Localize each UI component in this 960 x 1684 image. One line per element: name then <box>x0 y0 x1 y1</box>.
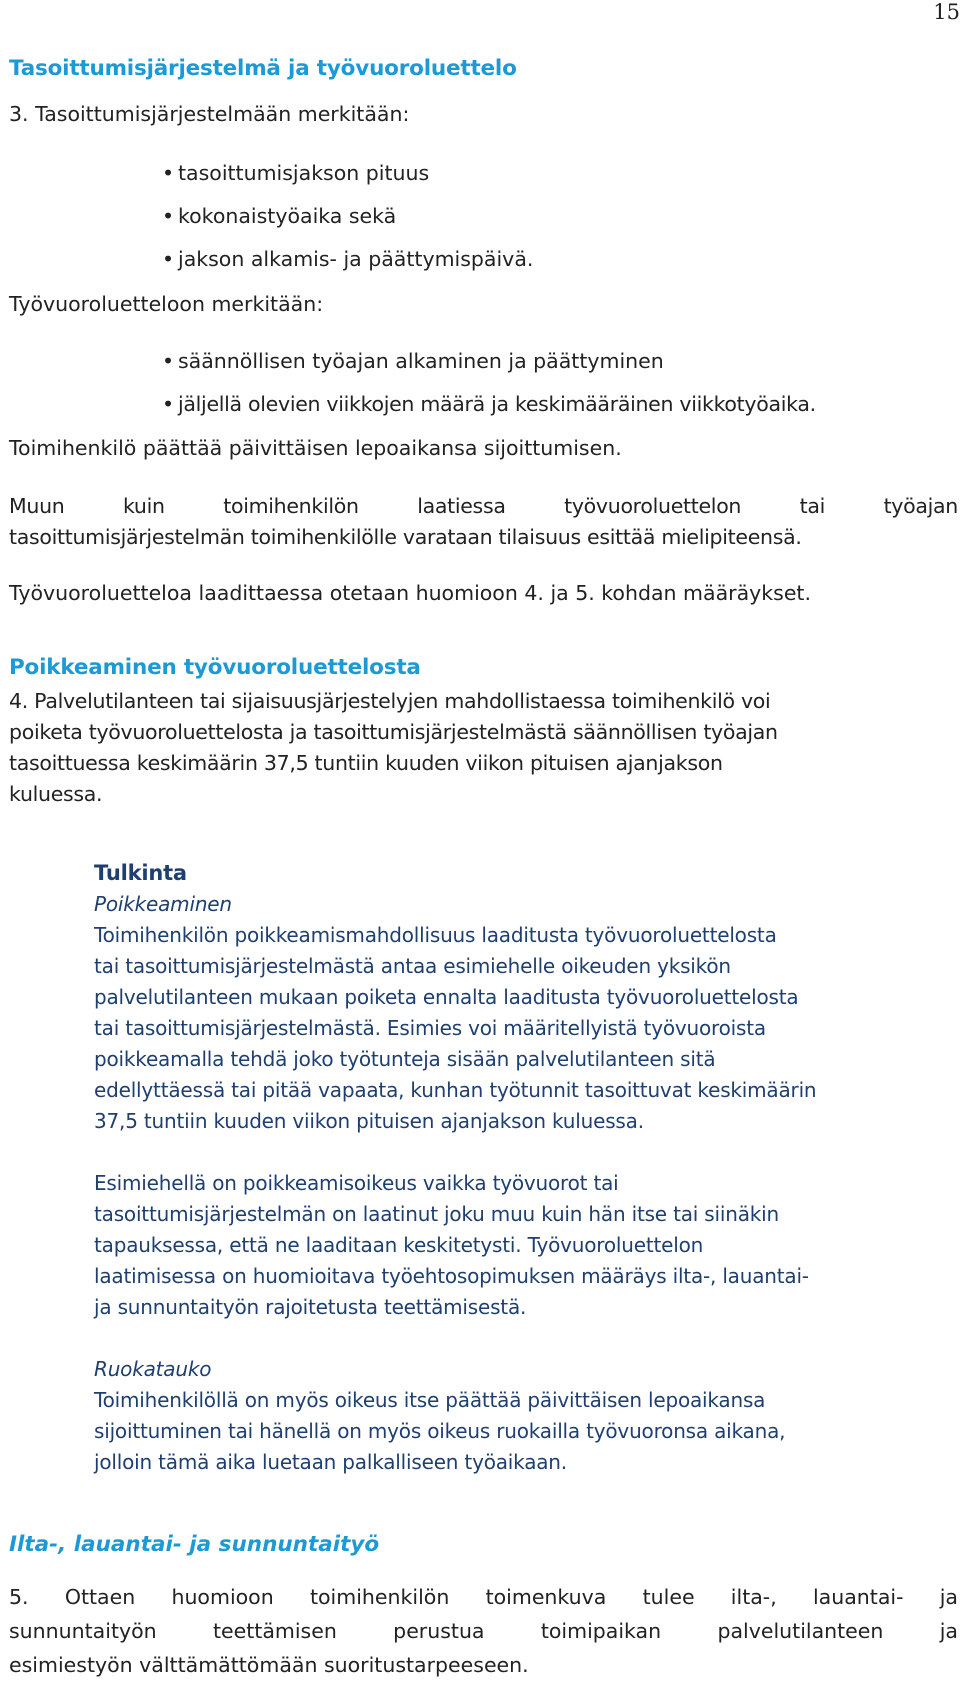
text-line: Muun kuin toimihenkilön laatiessa työvuoroluettelon tai työajan <box>9 494 958 518</box>
spacer <box>94 1137 960 1168</box>
bullet-text: tasoittumisjakson pituus <box>178 161 430 185</box>
paragraph-poikkeaminen <box>9 686 778 810</box>
text-line: edellyttäessä tai pitää vapaata, kunhan työtunnit tasoittuvat keskimäärin <box>94 1078 817 1102</box>
text-line: sijoittuminen tai hänellä on myös oikeus ruokailla työvuoronsa aikana, <box>94 1419 786 1443</box>
section-heading-poikkeaminen: Poikkeaminen työvuoroluettelosta <box>9 655 421 680</box>
text-line: tai tasoittumisjärjestelmästä antaa esimiehelle oikeuden yksikön <box>94 954 731 978</box>
paragraph-lepoaika: Toimihenkilö päättää päivittäisen lepoaikansa sijoittumisen. <box>9 436 622 460</box>
text-line: Esimiehellä on poikkeamisoikeus vaikka työvuorot tai <box>94 1171 619 1195</box>
page-number: 15 <box>933 0 960 24</box>
bullet-item <box>162 195 533 238</box>
text-line: Toimihenkilön poikkeamismahdollisuus laaditusta työvuoroluettelosta <box>94 923 777 947</box>
text-line: jolloin tämä aika luetaan palkalliseen työaikaan. <box>94 1450 567 1474</box>
paragraph-mielipide <box>9 491 958 553</box>
bullet-dot-icon <box>162 152 178 195</box>
text-line: tai tasoittumisjärjestelmästä. Esimies voi määritellyistä työvuoroista <box>94 1016 766 1040</box>
paragraph-iltatyo <box>9 1580 958 1682</box>
bullet-text: kokonaistyöaika sekä <box>178 204 397 228</box>
text-line: tapauksessa, että ne laaditaan keskitetysti. Työvuoroluettelon <box>94 1233 704 1257</box>
bullet-dot-icon <box>162 195 178 238</box>
text-line: tasoittumisjärjestelmän on laatinut joku muu kuin hän itse tai siinäkin <box>94 1202 779 1226</box>
bullet-dot-icon <box>162 238 178 281</box>
bullet-dot-icon <box>162 340 178 383</box>
section-heading-iltatyo: Ilta-, lauantai- ja sunnuntaityö <box>9 1532 380 1557</box>
paragraph-list-intro: Työvuoroluetteloon merkitään: <box>9 292 324 316</box>
text-line: 4. Palvelutilanteen tai sijaisuusjärjestelyjen mahdollistaessa toimihenkilö voi <box>9 689 771 713</box>
bullet-item <box>162 238 533 281</box>
text-line: sunnuntaityön teettämisen perustua toimipaikan palvelutilanteen ja <box>9 1619 958 1643</box>
bullet-text: jäljellä olevien viikkojen määrä ja keskimääräinen viikkotyöaika. <box>178 392 816 416</box>
section-heading-tasoittumis: Tasoittumisjärjestelmä ja työvuoroluettelo <box>9 56 517 81</box>
bullet-list-tasoittumis <box>162 152 533 281</box>
text-line: tasoittumisjärjestelmän toimihenkilölle varataan tilaisuus esittää mielipiteensä. <box>9 525 802 549</box>
bullet-text: jakson alkamis- ja päättymispäivä. <box>178 247 534 271</box>
spacer <box>94 1323 960 1354</box>
bullet-item <box>162 340 816 383</box>
interpretation-box <box>94 858 960 1478</box>
interpretation-subheading: Poikkeaminen <box>94 892 232 916</box>
bullet-dot-icon <box>162 383 178 426</box>
bullet-list-tyovuoro <box>162 340 816 426</box>
bullet-item <box>162 383 816 426</box>
text-line: poikkeamalla tehdä joko työtunteja sisään palvelutilanteen sitä <box>94 1047 716 1071</box>
text-line: Toimihenkilöllä on myös oikeus itse päättää päivittäisen lepoaikansa <box>94 1388 766 1412</box>
text-line: laatimisessa on huomioitava työehtosopimuksen määräys ilta-, lauantai- <box>94 1264 809 1288</box>
text-line: esimiestyön välttämättömään suoritustarpeeseen. <box>9 1653 529 1677</box>
text-line: 37,5 tuntiin kuuden viikon pituisen ajanjakson kuluessa. <box>94 1109 644 1133</box>
interpretation-title: Tulkinta <box>94 861 187 885</box>
text-line: palvelutilanteen mukaan poiketa ennalta laaditusta työvuoroluettelosta <box>94 985 799 1009</box>
text-line: tasoittuessa keskimäärin 37,5 tuntiin kuuden viikon pituisen ajanjakson <box>9 751 723 775</box>
paragraph-maaraykset: Työvuoroluetteloa laadittaessa otetaan huomioon 4. ja 5. kohdan määräykset. <box>9 581 811 605</box>
bullet-text: säännöllisen työajan alkaminen ja päättyminen <box>178 349 664 373</box>
text-line: 5. Ottaen huomioon toimihenkilön toimenkuva tulee ilta-, lauantai- ja <box>9 1585 958 1609</box>
text-line: kuluessa. <box>9 782 103 806</box>
text-line: ja sunnuntaityön rajoitetusta teettämisestä. <box>94 1295 527 1319</box>
text-line: poiketa työvuoroluettelosta ja tasoittumisjärjestelmästä säännöllisen työajan <box>9 720 778 744</box>
bullet-item <box>162 152 533 195</box>
interpretation-subheading: Ruokatauko <box>94 1357 212 1381</box>
paragraph-intro: 3. Tasoittumisjärjestelmään merkitään: <box>9 102 410 126</box>
